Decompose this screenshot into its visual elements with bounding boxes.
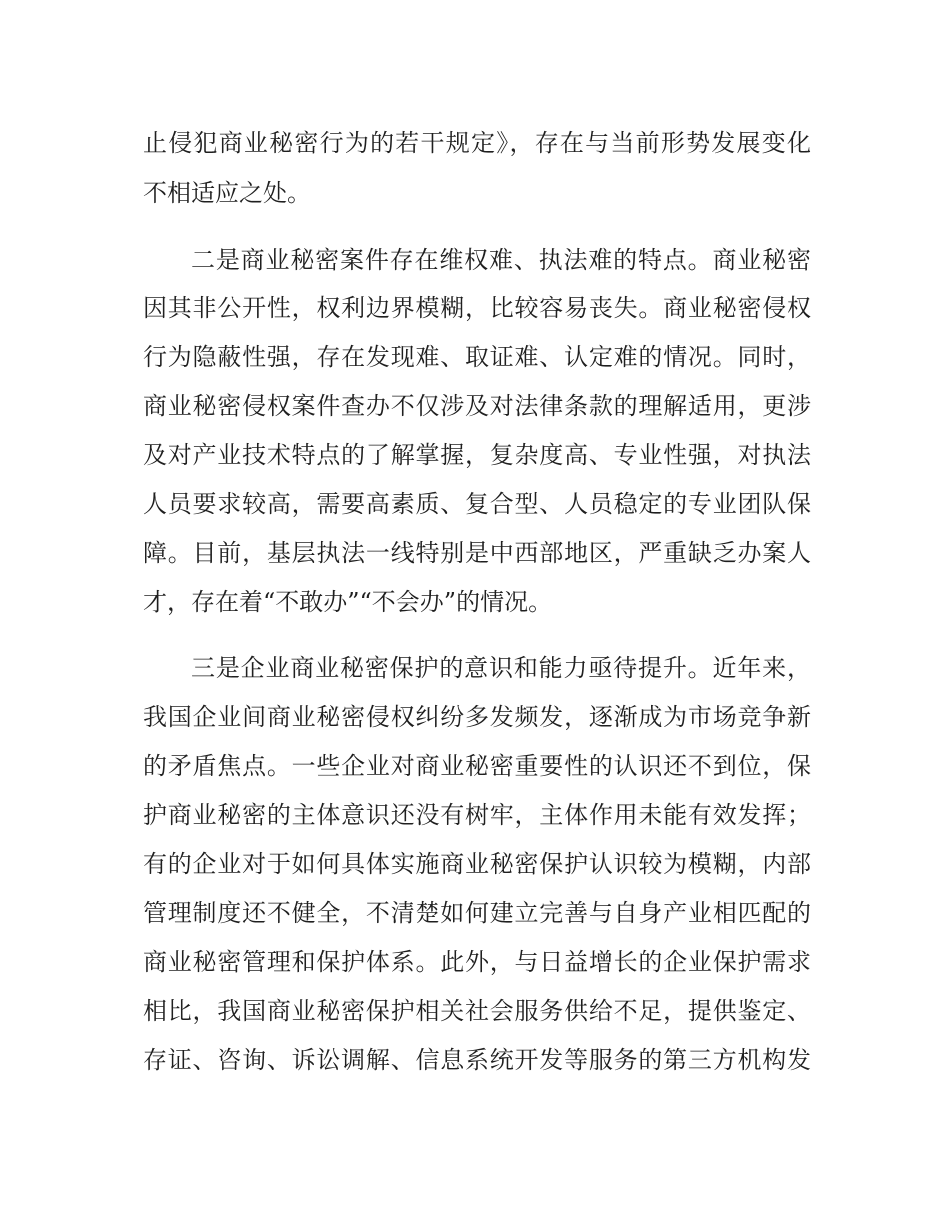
paragraph-3-line-6: 管理制度还不健全，不清楚如何建立完善与自身产业相匹配的 [143, 899, 811, 927]
paragraph-2-line-2: 因其非公开性，权利边界模糊，比较容易丧失。商业秘密侵权 [143, 294, 811, 322]
paragraph-2-line-4: 商业秘密侵权案件查办不仅涉及对法律条款的理解适用，更涉 [143, 392, 811, 420]
text-line-2: 不相适应之处。 [143, 179, 311, 207]
paragraph-2-line-3: 行为隐蔽性强，存在发现难、取证难、认定难的情况。同时， [143, 343, 811, 371]
paragraph-2-line-8: 才，存在着“不敢办”“不会办”的情况。 [143, 588, 553, 616]
paragraph-3-line-4: 护商业秘密的主体意识还没有树牢，主体作用未能有效发挥； [143, 801, 811, 829]
paragraph-3-line-7: 商业秘密管理和保护体系。此外，与日益增长的企业保护需求 [143, 948, 811, 976]
paragraph-2-line-7: 障。目前，基层执法一线特别是中西部地区，严重缺乏办案人 [143, 539, 811, 567]
paragraph-2-line-1: 二是商业秘密案件存在维权难、执法难的特点。商业秘密 [191, 246, 811, 274]
paragraph-2-line-5: 及对产业技术特点的了解掌握，复杂度高、专业性强，对执法 [143, 441, 811, 469]
paragraph-2-line-6: 人员要求较高，需要高素质、复合型、人员稳定的专业团队保 [143, 490, 811, 518]
text-line-1: 止侵犯商业秘密行为的若干规定》，存在与当前形势发展变化 [143, 129, 811, 157]
paragraph-3-line-8: 相比，我国商业秘密保护相关社会服务供给不足，提供鉴定、 [143, 997, 811, 1025]
paragraph-3-line-5: 有的企业对于如何具体实施商业秘密保护认识较为模糊，内部 [143, 850, 811, 878]
paragraph-3-line-3: 的矛盾焦点。一些企业对商业秘密重要性的认识还不到位，保 [143, 752, 811, 780]
paragraph-3-line-2: 我国企业间商业秘密侵权纠纷多发频发，逐渐成为市场竞争新 [143, 703, 811, 731]
paragraph-3-line-9: 存证、咨询、诉讼调解、信息系统开发等服务的第三方机构发 [143, 1046, 811, 1074]
paragraph-3-line-1: 三是企业商业秘密保护的意识和能力亟待提升。近年来， [191, 654, 811, 682]
